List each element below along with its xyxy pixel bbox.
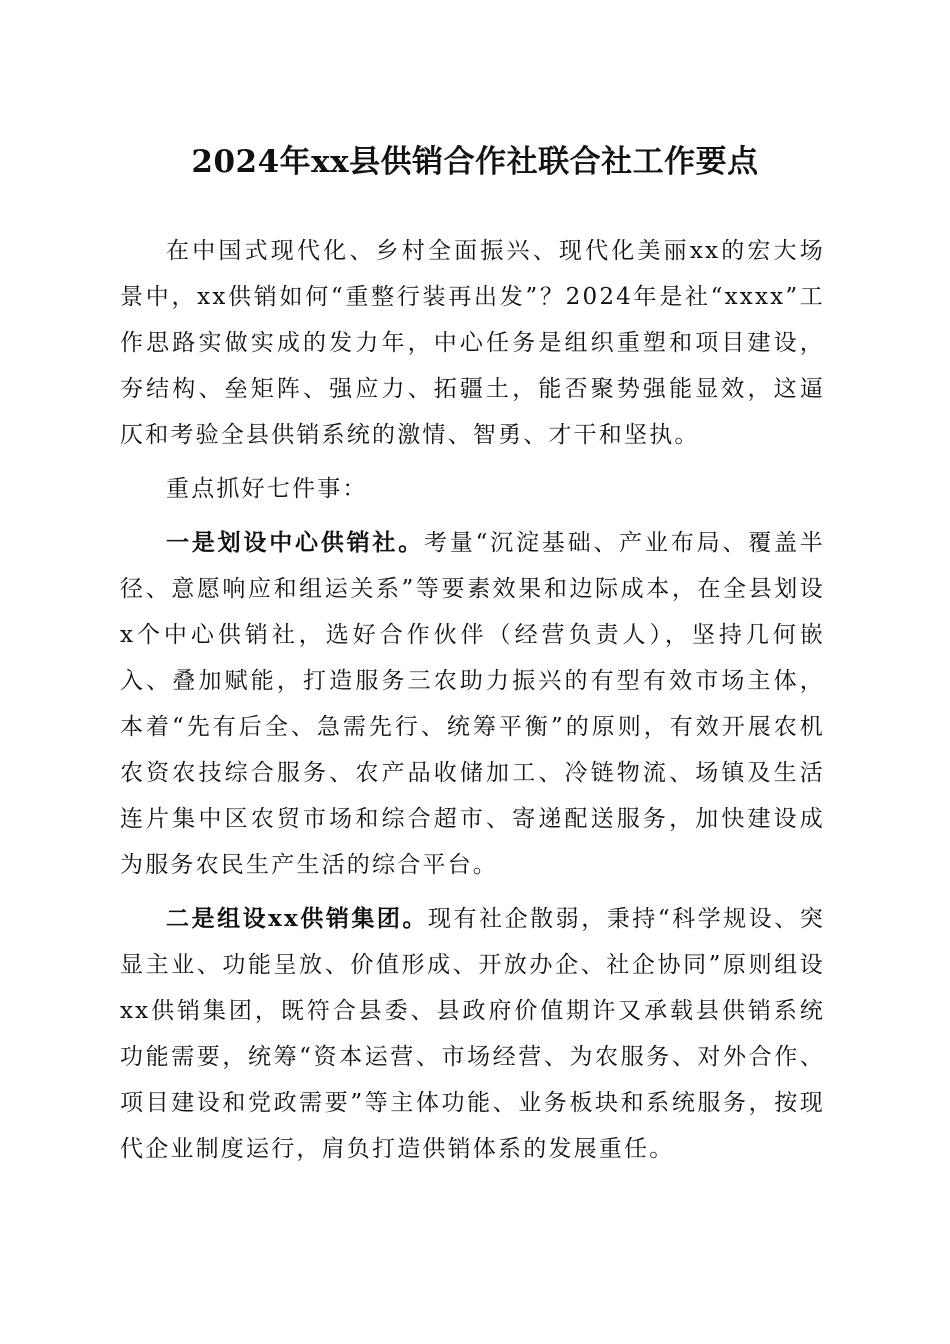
paragraph-key-tasks [120, 466, 825, 512]
paragraph-task-one [120, 520, 825, 888]
paragraph-task-two-heading: 二是组设xx供销集团。 [166, 905, 428, 932]
paragraph-intro-text: 在中国式现代化、乡村全面振兴、现代化美丽xx的宏大场景中，xx供销如何“重整行装再出发”？2024年是社“xxxx”工作思路实做实成的发力年，中心任务是组织重塑和项目建设，夯结构、垒矩阵、强应力、拓疆土，能否聚势强能显效，这逼仄和考验全县供销系统的激情、智勇、才干和坚执。 [120, 238, 825, 448]
paragraph-task-two-text: 现有社企散弱，秉持“科学规设、突显主业、功能呈放、价值形成、开放办企、社企协同”原则组设xx供销集团，既符合县委、县政府价值期许又承载县供销系统功能需要，统筹“资本运营、市场经营、为农服务、对外合作、项目建设和党政需要”等主体功能、业务板块和系统服务，按现代企业制度运行，肩负打造供销体系的发展重任。 [120, 906, 826, 1162]
paragraph-intro [120, 228, 825, 458]
paragraph-key-tasks-text: 重点抓好七件事： [166, 476, 368, 502]
paragraph-task-one-text: 考量“沉淀基础、产业布局、覆盖半径、意愿响应和组运关系”等要素效果和边际成本，在全县划设x个中心供销社，选好合作伙伴（经营负责人），坚持几何嵌入、叠加赋能，打造服务三农助力振兴的有型有效市场主体，本着“先有后全、急需先行、统筹平衡”的原则，有效开展农机农资农技综合服务、农产品收储加工、冷链物流、场镇及生活连片集中区农贸市场和综合超市、寄递配送服务，加快建设成为服务农民生产生活的综合平台。 [120, 530, 825, 878]
paragraph-task-two [120, 896, 825, 1172]
document-body [120, 228, 825, 1172]
document-title: 2024年xx县供销合作社联合社工作要点 [191, 144, 759, 180]
paragraph-task-one-heading: 一是划设中心供销社。 [166, 529, 425, 556]
